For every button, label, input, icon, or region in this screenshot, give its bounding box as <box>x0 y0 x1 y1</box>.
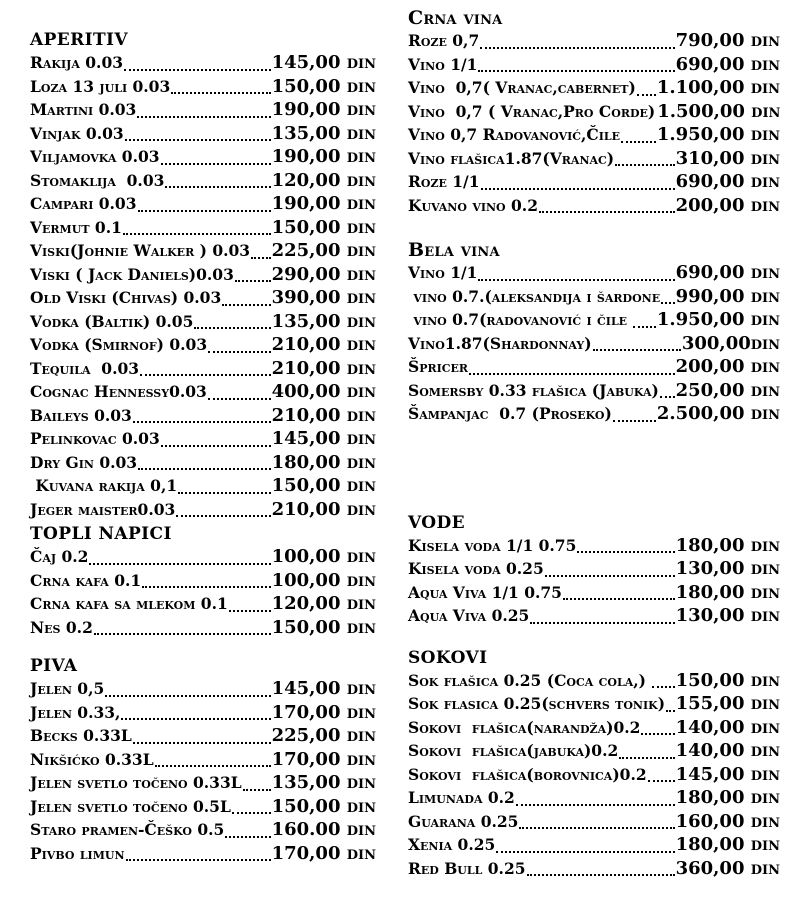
menu-item-row <box>30 725 376 749</box>
menu-item-row <box>408 30 780 54</box>
item-name: Jelen 0.33, <box>30 702 121 722</box>
menu-section <box>408 6 780 218</box>
dot-leader <box>124 69 271 71</box>
dot-leader <box>516 804 675 806</box>
dot-leader <box>666 710 675 712</box>
menu-item-row <box>30 52 376 76</box>
dot-leader <box>661 302 674 304</box>
menu-item-row <box>408 403 780 427</box>
item-price: 150,00 din <box>271 216 376 238</box>
item-name: Kisela voda 1/1 0.75 <box>408 535 577 555</box>
item-name: Limunada 0.2 <box>408 788 515 807</box>
menu-item-row <box>30 76 376 100</box>
dot-leader <box>89 563 270 565</box>
item-price: 790,00 din <box>675 30 780 51</box>
dot-leader <box>208 351 270 353</box>
dot-leader <box>637 94 656 96</box>
item-price: 400,00 din <box>271 381 376 402</box>
item-name: Sokovi flašica(borovnica)0.2 <box>408 764 647 784</box>
item-name: Dry Gin 0.03 <box>30 452 138 472</box>
item-name: Jelen svetlo točeno 0.33L <box>30 773 242 792</box>
menu-item-row <box>408 171 780 195</box>
item-name: Vodka (Smirnof) 0.03 <box>30 335 208 354</box>
menu-item-row <box>408 77 780 101</box>
dot-leader <box>519 827 674 829</box>
item-name: Loza 13 juli 0.03 <box>30 76 171 96</box>
dot-leader <box>137 116 270 118</box>
menu-item-row <box>408 811 780 835</box>
item-price: 155,00 din <box>675 693 780 714</box>
item-price: 100,00 din <box>271 569 376 591</box>
menu-item-row <box>408 101 780 125</box>
item-price: 1.950,00 din <box>656 309 780 330</box>
menu-section <box>30 654 376 866</box>
menu-item-row <box>408 124 780 148</box>
item-price: 225,00 din <box>271 240 376 261</box>
item-name: Roze 0,7 <box>408 31 480 50</box>
item-name: Xenia 0.25 <box>408 835 496 854</box>
item-price: 120,00 din <box>271 593 376 614</box>
item-name: Vino1.87(Shardonnay) <box>408 333 592 353</box>
item-price: 140,00 din <box>675 716 780 738</box>
menu-item-row <box>408 764 780 788</box>
dot-leader <box>577 551 674 553</box>
item-name: Šampanjac 0.7 (Proseko) <box>408 404 612 423</box>
item-price: 210,00 din <box>271 334 376 355</box>
menu-item-row <box>30 570 376 594</box>
dot-leader <box>126 859 271 861</box>
menu-item-row <box>408 535 780 559</box>
item-name: Jeger maister0.03 <box>30 499 176 519</box>
item-name: Martini 0.03 <box>30 100 137 119</box>
item-price: 140,00 din <box>675 740 780 761</box>
item-price: 145,00 din <box>271 52 376 73</box>
dot-leader <box>539 211 675 213</box>
section-title: APERITIV <box>30 30 129 50</box>
item-name: Kuvano vino 0.2 <box>408 195 538 215</box>
item-name: Sokovi flašica(jabuka)0.2 <box>408 741 619 760</box>
item-name: Cognac Hennessy0.03 <box>30 382 207 401</box>
item-price: 180,00 din <box>675 581 780 603</box>
item-price: 120,00 din <box>271 169 376 191</box>
menu-item-row <box>408 286 780 310</box>
item-name: Jelen 0,5 <box>30 679 105 698</box>
menu-item-row <box>30 334 376 358</box>
dot-leader <box>161 445 271 447</box>
item-price: 2.500,00 din <box>656 403 780 424</box>
item-price: 130,00 din <box>675 605 780 626</box>
item-price: 225,00 din <box>271 725 376 746</box>
menu-section <box>30 28 376 522</box>
item-price: 200,00 din <box>675 194 780 216</box>
item-name: Sokovi flašica(narandža)0.2 <box>408 717 641 737</box>
item-price: 150,00 din <box>675 669 780 691</box>
item-name: Vino 0,7( Vranac,cabernet) <box>408 78 636 97</box>
menu-item-row <box>408 670 780 694</box>
item-price: 200,00 din <box>675 356 780 377</box>
menu-item-row <box>408 717 780 741</box>
item-price: 160.00 din <box>271 819 376 840</box>
dot-leader <box>171 92 270 94</box>
item-price: 150,00 din <box>271 475 376 496</box>
dot-leader <box>125 139 271 141</box>
menu-item-row <box>30 123 376 147</box>
dot-leader <box>648 780 675 782</box>
menu-item-row <box>408 787 780 811</box>
item-price: 290,00 din <box>271 263 376 285</box>
section-title: VODE <box>408 512 465 533</box>
section-title: TOPLI NAPICI <box>30 524 172 544</box>
item-price: 690,00 din <box>675 171 780 192</box>
item-price: 135,00 din <box>271 772 376 793</box>
dot-leader <box>121 718 270 720</box>
dot-leader <box>232 812 271 814</box>
menu-item-row <box>30 843 376 867</box>
item-price: 135,00 din <box>271 310 376 332</box>
dot-leader <box>194 327 270 329</box>
item-name: Staro pramen-Češko 0.5 <box>30 820 225 839</box>
item-price: 150,00 din <box>271 75 376 97</box>
item-price: 180,00 din <box>675 834 780 855</box>
dot-leader <box>621 141 656 143</box>
dot-leader <box>478 70 674 72</box>
menu-item-row <box>30 593 376 617</box>
menu-item-row <box>30 240 376 264</box>
menu-section <box>408 511 780 629</box>
menu-item-row <box>408 333 780 357</box>
menu-item-row <box>30 475 376 499</box>
item-name: Old Viski (Chivas) 0.03 <box>30 288 222 307</box>
dot-leader <box>94 633 271 635</box>
section-title: SOKOVI <box>408 647 488 668</box>
item-name: Guarana 0.25 <box>408 811 519 831</box>
menu-section <box>408 646 780 882</box>
dot-leader <box>251 257 271 259</box>
menu-item-row <box>30 217 376 241</box>
section-title: Bela vina <box>408 239 500 261</box>
item-name: Tequila 0.03 <box>30 358 140 378</box>
item-price: 150,00 din <box>271 616 376 638</box>
menu-item-row <box>408 740 780 764</box>
dot-leader <box>140 374 271 376</box>
dot-leader <box>178 492 270 494</box>
menu-section <box>408 238 780 427</box>
item-price: 145,00 din <box>271 428 376 449</box>
item-price: 1.100,00 din <box>656 77 780 98</box>
dot-leader <box>593 349 681 351</box>
item-price: 210,00 din <box>271 498 376 520</box>
dot-leader <box>235 280 271 282</box>
item-name: Somersby 0.33 flašica (Jabuka) <box>408 380 659 400</box>
item-name: Roze 1/1 <box>408 172 480 191</box>
dot-leader <box>138 468 271 470</box>
item-name: Vodka (Baltik) 0.05 <box>30 311 194 331</box>
menu-item-row <box>30 796 376 820</box>
menu-item-row <box>30 428 376 452</box>
menu-item-row <box>408 54 780 78</box>
menu-item-row <box>408 558 780 582</box>
menu-item-row <box>30 193 376 217</box>
menu-item-row <box>408 605 780 629</box>
item-price: 100,00 din <box>271 546 376 567</box>
item-name: vino 0.7(radovanović i čile <box>408 310 633 329</box>
item-name: Vino 1/1 <box>408 263 478 282</box>
item-name: Viljamovka 0.03 <box>30 147 160 166</box>
item-price: 180,00 din <box>675 787 780 808</box>
item-name: Nikšićko 0.33L <box>30 749 154 769</box>
menu-item-row <box>408 148 780 172</box>
item-price: 190,00 din <box>271 146 376 167</box>
item-name: Aqua Viva 1/1 0.75 <box>408 582 562 602</box>
item-name: Vino 0,7 ( Vranac,Pro Corde) <box>408 101 656 121</box>
item-price: 390,00 din <box>271 287 376 308</box>
item-name: Kisela voda 0.25 <box>408 559 544 578</box>
item-name: Nes 0.2 <box>30 617 93 637</box>
menu-item-row <box>30 499 376 523</box>
dot-leader <box>613 420 656 422</box>
item-price: 130,00 din <box>675 558 780 579</box>
item-name: Becks 0.33L <box>30 726 132 745</box>
item-price: 135,00 din <box>271 122 376 144</box>
menu-item-row <box>30 381 376 405</box>
item-name: Pelinkovac 0.03 <box>30 429 160 448</box>
dot-leader <box>133 421 271 423</box>
dot-leader <box>176 515 270 517</box>
item-name: Vino flašica1.87(Vranac) <box>408 148 615 168</box>
item-name: Špricer <box>408 357 469 376</box>
dot-leader <box>165 186 270 188</box>
item-name: Aqua Viva 0.25 <box>408 606 530 625</box>
menu-item-row <box>30 678 376 702</box>
dot-leader <box>478 279 674 281</box>
dot-leader <box>481 188 675 190</box>
dot-leader <box>138 210 271 212</box>
section-title: Crna vina <box>408 7 503 29</box>
item-name: Crna kafa 0.1 <box>30 570 142 590</box>
item-name: Rakija 0.03 <box>30 53 124 72</box>
menu-item-row <box>30 749 376 773</box>
item-price: 190,00 din <box>271 99 376 120</box>
menu-section <box>30 522 376 640</box>
item-name: Viski ( Jack Daniels)0.03 <box>30 264 234 284</box>
item-name: Vinjak 0.03 <box>30 123 124 143</box>
dot-leader <box>652 686 674 688</box>
item-price: 170,00 din <box>271 842 376 864</box>
dot-leader <box>619 757 674 759</box>
dot-leader <box>142 586 270 588</box>
menu-item-row <box>30 99 376 123</box>
dot-leader <box>641 733 674 735</box>
item-name: Sok flašica 0.25 (Coca cola,) <box>408 670 652 690</box>
item-name: Pivbo limun <box>30 843 125 863</box>
menu-item-row <box>30 405 376 429</box>
dot-leader <box>161 163 271 165</box>
dot-leader <box>496 851 674 853</box>
menu-item-row <box>30 311 376 335</box>
item-price: 180,00 din <box>271 451 376 473</box>
menu-item-row <box>30 170 376 194</box>
dot-leader <box>545 575 675 577</box>
item-name: Campari 0.03 <box>30 194 137 213</box>
dot-leader <box>480 47 674 49</box>
menu-item-row <box>30 358 376 382</box>
item-price: 210,00 din <box>271 404 376 426</box>
section-title: PIVA <box>30 656 78 676</box>
item-price: 145,00 din <box>271 678 376 699</box>
menu-item-row <box>30 546 376 570</box>
dot-leader <box>229 610 271 612</box>
dot-leader <box>527 874 675 876</box>
item-name: Vino 1/1 <box>408 54 478 74</box>
dot-leader <box>133 742 271 744</box>
item-name: Kuvana rakija 0,1 <box>30 476 178 495</box>
item-price: 1.950,00 din <box>656 124 780 145</box>
menu-item-row <box>408 834 780 858</box>
menu-item-row <box>408 262 780 286</box>
dot-leader <box>222 304 270 306</box>
item-price: 300,00din <box>681 332 780 354</box>
dot-leader <box>615 164 674 166</box>
item-price: 990,00 din <box>675 285 780 307</box>
menu-item-row <box>408 582 780 606</box>
item-price: 310,00 din <box>675 147 780 169</box>
menu-item-row <box>408 195 780 219</box>
dot-leader <box>469 373 675 375</box>
menu-item-row <box>30 452 376 476</box>
item-price: 690,00 din <box>675 262 780 283</box>
dot-leader <box>660 396 675 398</box>
menu-item-row <box>408 858 780 882</box>
menu-item-row <box>408 693 780 717</box>
item-name: Sok flasica 0.25(schvers tonik) <box>408 694 666 713</box>
item-price: 160,00 din <box>675 810 780 832</box>
item-name: Jelen svetlo točeno 0.5L <box>30 796 231 816</box>
menu-column-left <box>30 0 376 866</box>
item-name: Red Bull 0.25 <box>408 858 526 878</box>
dot-leader <box>155 765 271 767</box>
menu-item-row <box>30 146 376 170</box>
item-price: 170,00 din <box>271 701 376 723</box>
item-price: 190,00 din <box>271 193 376 214</box>
dot-leader <box>243 789 271 791</box>
item-price: 150,00 din <box>271 795 376 817</box>
menu-item-row <box>408 380 780 404</box>
menu-item-row <box>30 617 376 641</box>
item-name: Vermut 0.1 <box>30 217 122 237</box>
menu-column-right <box>408 0 780 881</box>
item-name: Vino 0,7 Radovanović,Čile <box>408 125 621 144</box>
dot-leader <box>208 398 271 400</box>
item-name: Viski(Johnie Walker ) 0.03 <box>30 241 251 260</box>
item-price: 145,00 din <box>675 763 780 785</box>
dot-leader <box>530 622 674 624</box>
item-price: 690,00 din <box>675 53 780 75</box>
menu-item-row <box>30 819 376 843</box>
item-name: Stomaklija 0.03 <box>30 170 165 190</box>
dot-leader <box>563 598 675 600</box>
dot-leader <box>105 695 270 697</box>
item-name: Čaj 0.2 <box>30 547 89 566</box>
item-price: 360,00 din <box>675 857 780 879</box>
item-price: 180,00 din <box>675 534 780 556</box>
menu-item-row <box>408 309 780 333</box>
menu-item-row <box>408 356 780 380</box>
item-price: 170,00 din <box>271 748 376 770</box>
menu-item-row <box>30 264 376 288</box>
menu-item-row <box>30 772 376 796</box>
menu-item-row <box>30 287 376 311</box>
menu-item-row <box>30 702 376 726</box>
item-price: 1.500,00 din <box>657 100 781 122</box>
dot-leader <box>123 233 271 235</box>
item-price: 210,00 din <box>271 357 376 379</box>
item-price: 250,00 din <box>675 379 780 401</box>
item-name: Baileys 0.03 <box>30 405 132 425</box>
item-name: Crna kafa sa mlekom 0.1 <box>30 594 228 613</box>
dot-leader <box>225 836 270 838</box>
dot-leader <box>633 326 655 328</box>
item-name: vino 0.7.(aleksandija i šardone <box>408 286 661 306</box>
